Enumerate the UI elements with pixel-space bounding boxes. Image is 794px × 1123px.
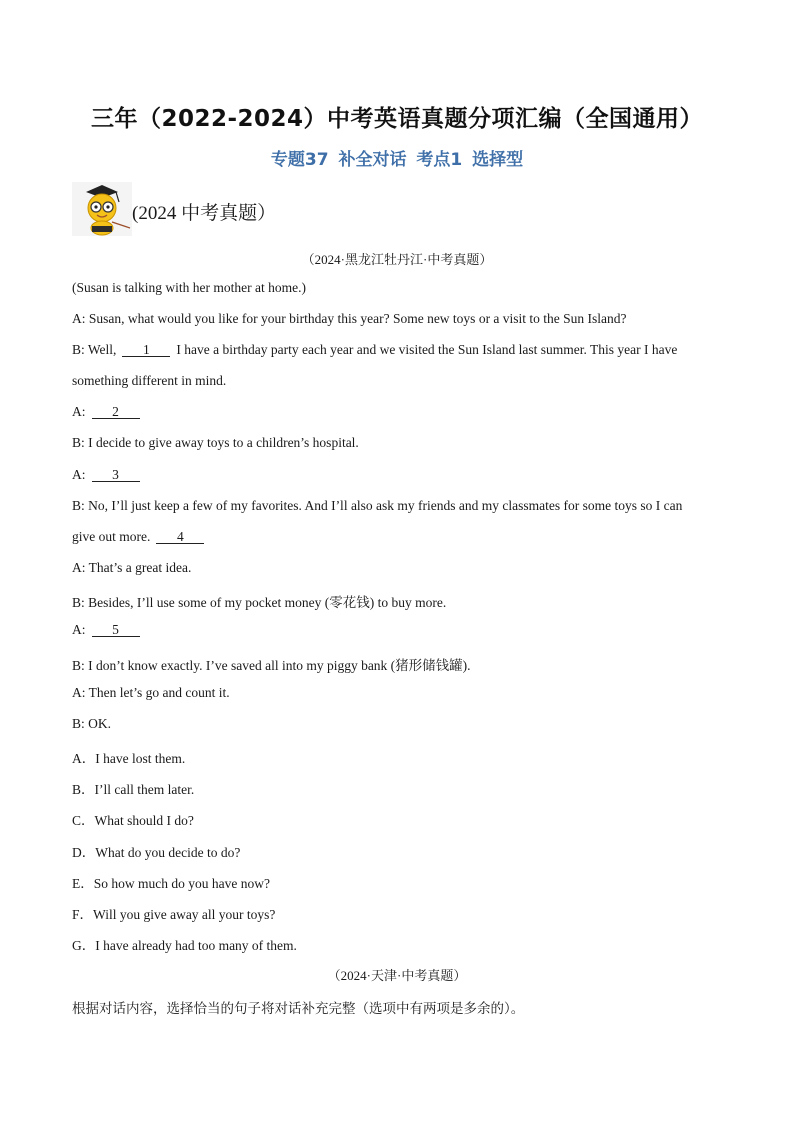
dialogue-text: I have a birthday party each year and we visited the Sun Island last summer. This year I have xyxy=(176,342,678,357)
dialogue-line: B: No, I’ll just keep a few of my favorites. And I’ll also ask my friends and my classmates for some toys so I can xyxy=(72,498,683,513)
option-c: C．What should I do? xyxy=(72,813,194,828)
dialogue-line xyxy=(72,342,722,358)
option-f: F．Will you give away all your toys? xyxy=(72,907,276,922)
instruction-text: 根据对话内容，选择恰当的句子将对话补充完整（选项中有两项是多余的）。 xyxy=(72,1001,525,1017)
option-d: D．What do you decide to do? xyxy=(72,845,241,860)
answer-blank-2[interactable]: 2 xyxy=(92,405,140,419)
option-g: G．I have already had too many of them. xyxy=(72,938,297,953)
section-label: (2024 中考真题） xyxy=(132,202,277,224)
dialogue-line: something different in mind. xyxy=(72,373,227,388)
option-e: E．So how much do you have now? xyxy=(72,876,270,891)
question-source: （2024·黑龙江牡丹江·中考真题） xyxy=(301,252,493,267)
dialogue-line xyxy=(72,404,722,420)
dialogue-text: A: xyxy=(72,622,86,637)
answer-blank-5[interactable]: 5 xyxy=(92,623,140,637)
dialogue-line: A: Then let’s go and count it. xyxy=(72,685,230,700)
dialogue-line: B: OK. xyxy=(72,716,112,731)
section-header xyxy=(72,181,276,237)
answer-blank-1[interactable]: 1 xyxy=(122,343,170,357)
dialogue-line: A: Susan, what would you like for your birthday this year? Some new toys or a visit to the Sun Island? xyxy=(72,311,627,326)
dialogue-line: B: I decide to give away toys to a children’s hospital. xyxy=(72,435,359,450)
dialogue-line: B: Besides, I’ll use some of my pocket money (零花钱) to buy more. xyxy=(72,595,447,610)
dialogue-text: give out more. xyxy=(72,529,151,544)
dialogue-text: B: Well, xyxy=(72,342,117,357)
page-subtitle: 专题37 补全对话 考点1 选择型 xyxy=(270,150,524,170)
page-title: 三年（2022-2024）中考英语真题分项汇编（全国通用） xyxy=(90,106,704,132)
answer-blank-4[interactable]: 4 xyxy=(156,530,204,544)
dialogue-text: A: xyxy=(72,404,86,419)
dialogue-line xyxy=(72,622,722,638)
dialogue-text: A: xyxy=(72,467,86,482)
mascot-icon xyxy=(72,182,132,236)
option-a: A．I have lost them. xyxy=(72,751,186,766)
dialogue-line xyxy=(72,529,722,545)
option-b: B．I’ll call them later. xyxy=(72,782,195,797)
question-source: （2024·天津·中考真题） xyxy=(327,968,467,983)
dialogue-line xyxy=(72,467,722,483)
dialogue-line: A: That’s a great idea. xyxy=(72,560,192,575)
dialogue-line: B: I don’t know exactly. I’ve saved all into my piggy bank (猪形储钱罐). xyxy=(72,658,471,673)
answer-blank-3[interactable]: 3 xyxy=(92,468,140,482)
context-line: (Susan is talking with her mother at home.) xyxy=(72,280,306,295)
